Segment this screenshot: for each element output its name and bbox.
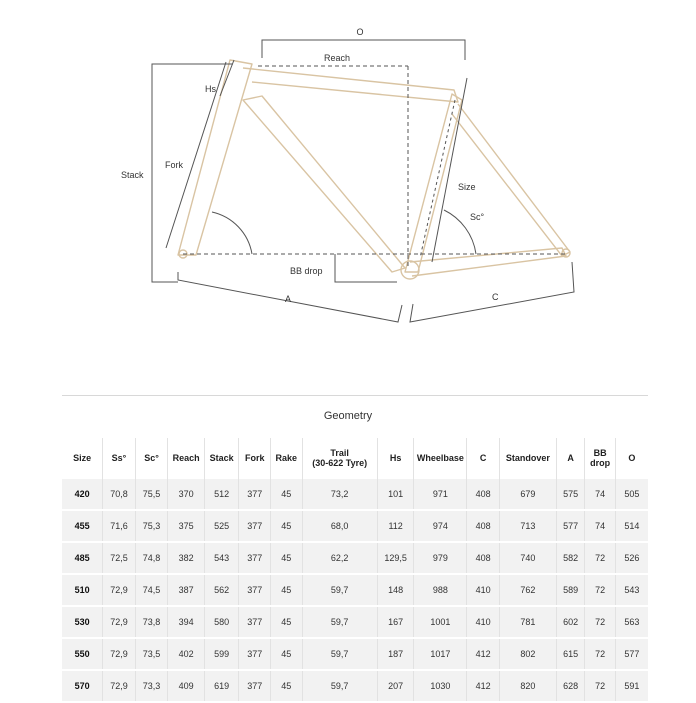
table-cell: 408 — [467, 510, 500, 542]
table-cell: 187 — [377, 638, 414, 670]
column-header-text: Rake — [275, 453, 298, 463]
bike-frame-geometry-diagram — [0, 0, 696, 340]
table-cell: 59,7 — [302, 638, 377, 670]
table-cell: 74,8 — [135, 542, 168, 574]
table-cell: 75,3 — [135, 510, 168, 542]
table-cell: 72 — [585, 638, 616, 670]
table-header-row — [62, 438, 648, 479]
table-cell: 72,9 — [103, 606, 136, 638]
table-cell: 1001 — [414, 606, 467, 638]
table-cell: 377 — [239, 479, 271, 511]
section-divider — [62, 395, 648, 396]
table-cell: 167 — [377, 606, 414, 638]
size-cell: 455 — [62, 510, 103, 542]
table-cell: 988 — [414, 574, 467, 606]
table-cell: 802 — [499, 638, 556, 670]
column-header-text: A — [567, 453, 574, 463]
table-cell: 377 — [239, 670, 271, 702]
table-cell: 971 — [414, 479, 467, 511]
table-cell: 72,9 — [103, 638, 136, 670]
table-cell: 412 — [467, 638, 500, 670]
column-header-text: Hs — [389, 453, 402, 463]
table-cell: 45 — [271, 542, 303, 574]
table-cell: 514 — [615, 510, 648, 542]
column-header-text: C — [479, 453, 487, 463]
bike-frame — [178, 60, 570, 279]
table-cell: 781 — [499, 606, 556, 638]
column-header — [62, 438, 103, 479]
table-cell: 1030 — [414, 670, 467, 702]
size-cell: 530 — [62, 606, 103, 638]
table-cell: 45 — [271, 670, 303, 702]
column-header-text: Ss° — [111, 453, 127, 463]
table-cell: 410 — [467, 574, 500, 606]
table-cell: 408 — [467, 479, 500, 511]
table-cell: 74,5 — [135, 574, 168, 606]
geometry-table — [62, 438, 648, 703]
table-cell: 370 — [168, 479, 205, 511]
column-header — [168, 438, 205, 479]
table-cell: 387 — [168, 574, 205, 606]
table-cell: 68,0 — [302, 510, 377, 542]
column-header — [556, 438, 584, 479]
table-cell: 525 — [204, 510, 239, 542]
table-row — [62, 670, 648, 702]
table-cell: 72,9 — [103, 574, 136, 606]
column-header-text: drop — [590, 458, 611, 468]
table-cell: 72,9 — [103, 670, 136, 702]
table-cell: 377 — [239, 574, 271, 606]
column-header-text: Wheelbase — [416, 453, 464, 463]
label-size: Size — [458, 182, 476, 192]
table-cell: 101 — [377, 479, 414, 511]
table-cell: 628 — [556, 670, 584, 702]
table-cell: 602 — [556, 606, 584, 638]
label-a: A — [285, 294, 292, 304]
table-cell: 112 — [377, 510, 414, 542]
table-cell: 512 — [204, 479, 239, 511]
table-cell: 377 — [239, 638, 271, 670]
table-cell: 75,5 — [135, 479, 168, 511]
label-stack: Stack — [121, 170, 144, 180]
column-header-text: O — [628, 453, 636, 463]
table-cell: 73,2 — [302, 479, 377, 511]
label-sc: Sc° — [470, 212, 485, 222]
column-header — [499, 438, 556, 479]
column-header — [585, 438, 616, 479]
size-cell: 420 — [62, 479, 103, 511]
table-cell: 74 — [585, 479, 616, 511]
table-cell: 402 — [168, 638, 205, 670]
table-cell: 129,5 — [377, 542, 414, 574]
table-cell: 59,7 — [302, 606, 377, 638]
label-o: O — [356, 27, 364, 37]
table-cell: 979 — [414, 542, 467, 574]
table-row — [62, 479, 648, 511]
table-cell: 45 — [271, 606, 303, 638]
table-cell: 974 — [414, 510, 467, 542]
column-header — [204, 438, 239, 479]
column-header — [135, 438, 168, 479]
table-cell: 577 — [615, 638, 648, 670]
table-cell: 599 — [204, 638, 239, 670]
column-header — [615, 438, 648, 479]
table-cell: 45 — [271, 574, 303, 606]
table-cell: 409 — [168, 670, 205, 702]
table-cell: 73,8 — [135, 606, 168, 638]
table-cell: 45 — [271, 638, 303, 670]
column-header — [377, 438, 414, 479]
table-cell: 412 — [467, 670, 500, 702]
table-cell: 526 — [615, 542, 648, 574]
table-cell: 394 — [168, 606, 205, 638]
column-header-text: Trail — [330, 448, 349, 458]
label-c: C — [492, 292, 499, 302]
table-cell: 740 — [499, 542, 556, 574]
table-cell: 207 — [377, 670, 414, 702]
table-cell: 72 — [585, 574, 616, 606]
table-row — [62, 574, 648, 606]
table-cell: 408 — [467, 542, 500, 574]
table-cell: 377 — [239, 510, 271, 542]
table-cell: 148 — [377, 574, 414, 606]
table-row — [62, 638, 648, 670]
column-header-text: Standover — [505, 453, 550, 463]
table-cell: 505 — [615, 479, 648, 511]
column-header — [271, 438, 303, 479]
column-header — [302, 438, 377, 479]
table-cell: 543 — [615, 574, 648, 606]
table-row — [62, 606, 648, 638]
column-header — [239, 438, 271, 479]
table-cell: 70,8 — [103, 479, 136, 511]
column-header — [414, 438, 467, 479]
table-cell: 619 — [204, 670, 239, 702]
table-row — [62, 510, 648, 542]
size-cell: 510 — [62, 574, 103, 606]
table-cell: 382 — [168, 542, 205, 574]
column-header-text: Reach — [172, 453, 200, 463]
table-cell: 713 — [499, 510, 556, 542]
table-cell: 410 — [467, 606, 500, 638]
table-cell: 59,7 — [302, 574, 377, 606]
table-cell: 72 — [585, 670, 616, 702]
column-header-text: Sc° — [144, 453, 159, 463]
size-cell: 485 — [62, 542, 103, 574]
table-cell: 45 — [271, 510, 303, 542]
label-hs: Hs — [205, 84, 216, 94]
size-cell: 550 — [62, 638, 103, 670]
table-cell: 73,5 — [135, 638, 168, 670]
table-cell: 577 — [556, 510, 584, 542]
column-header-text: Stack — [209, 453, 234, 463]
table-cell: 1017 — [414, 638, 467, 670]
table-cell: 59,7 — [302, 670, 377, 702]
table-cell: 562 — [204, 574, 239, 606]
table-cell: 72,5 — [103, 542, 136, 574]
table-cell: 72 — [585, 542, 616, 574]
table-cell: 45 — [271, 479, 303, 511]
table-cell: 820 — [499, 670, 556, 702]
dimension-lines — [152, 40, 574, 322]
table-cell: 72 — [585, 606, 616, 638]
table-cell: 615 — [556, 638, 584, 670]
table-cell: 589 — [556, 574, 584, 606]
label-fork: Fork — [165, 160, 183, 170]
table-cell: 582 — [556, 542, 584, 574]
column-header-text: Size — [73, 453, 92, 463]
table-cell: 679 — [499, 479, 556, 511]
table-cell: 563 — [615, 606, 648, 638]
table-cell: 377 — [239, 606, 271, 638]
label-bb-drop: BB drop — [290, 266, 323, 276]
table-row — [62, 542, 648, 574]
table-cell: 377 — [239, 542, 271, 574]
size-cell: 570 — [62, 670, 103, 702]
table-cell: 575 — [556, 479, 584, 511]
column-header — [103, 438, 136, 479]
table-cell: 62,2 — [302, 542, 377, 574]
table-cell: 73,3 — [135, 670, 168, 702]
column-header — [467, 438, 500, 479]
table-cell: 71,6 — [103, 510, 136, 542]
table-cell: 580 — [204, 606, 239, 638]
column-header-text: (30-622 Tyre) — [312, 458, 368, 468]
column-header-text: Fork — [244, 453, 265, 463]
table-cell: 591 — [615, 670, 648, 702]
table-cell: 375 — [168, 510, 205, 542]
label-reach: Reach — [323, 53, 351, 63]
table-cell: 543 — [204, 542, 239, 574]
table-cell: 762 — [499, 574, 556, 606]
geometry-title: Geometry — [323, 410, 373, 422]
column-header-text: BB — [593, 448, 607, 458]
table-cell: 74 — [585, 510, 616, 542]
